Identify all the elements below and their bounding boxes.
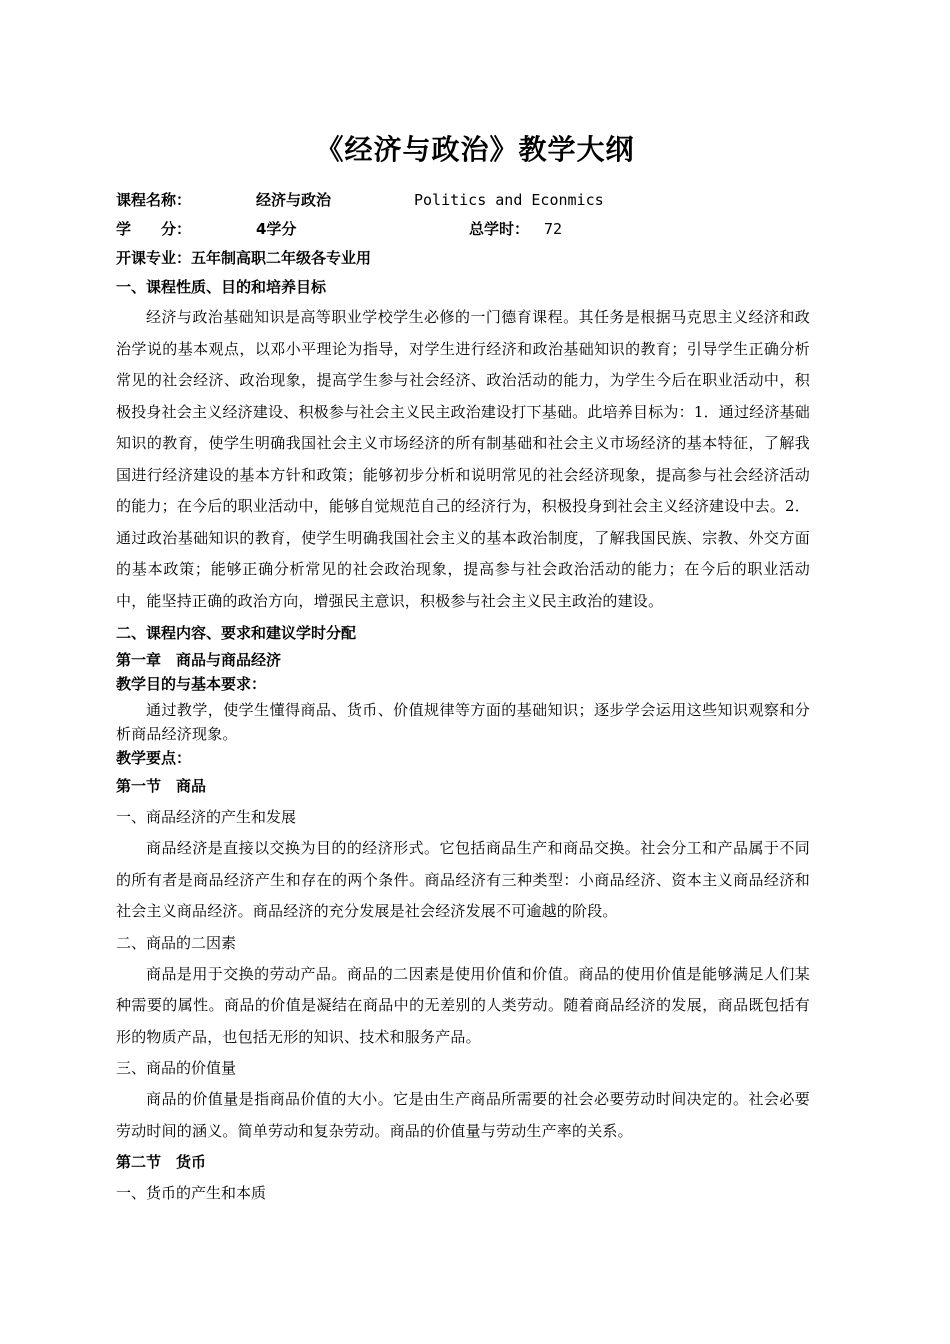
goods-text-3: 商品的价值量是指商品价值的大小。它是由生产商品所需要的社会必要劳动时间决定的。社会必要劳动时间的涵义。简单劳动和复杂劳动。商品的价值量与劳动生产率的关系。 (116, 1090, 810, 1140)
total-hours-value: 72 (544, 220, 563, 238)
section-goods-title: 第一节 商品 (116, 777, 207, 795)
money-subheading-1: 一、货币的产生和本质 (116, 1184, 267, 1202)
course-name-label: 课程名称： (116, 191, 192, 209)
course-name-english: Politics and Econmics (414, 191, 604, 209)
chapter-title: 第一章 商品与商品经济 (116, 651, 282, 669)
goods-subheading-1: 一、商品经济的产生和发展 (116, 808, 297, 826)
credit-row (116, 215, 810, 244)
credit-value: 4学分 (256, 220, 297, 238)
total-hours-label: 总学时： (469, 220, 530, 238)
section-1-heading: 一、课程性质、目的和培养目标 (116, 278, 327, 296)
goods-subheading-2: 二、商品的二因素 (116, 933, 237, 952)
course-name-value: 经济与政治 (256, 191, 332, 209)
section-1-paragraph: 经济与政治基础知识是高等职业学校学生必修的一门德育课程。其任务是根据马克思主义经济和政治学说的基本观点，以邓小平理论为指导，对学生进行经济和政治基础知识的教育；引导学生正确分析常见的社会经济、政治现象，提高学生参与社会经济、政治活动的能力，为学生今后在职业活动中，积极投身社会主义经济建设、积极参与社会主义民主政治建设打下基础。此培养目标为：1．通过经济基础知识的教育，使学生明确我国社会主义市场经济的所有制基础和社会主义市场经济的基本特征，了解我国进行经济建设的基本方针和政策；能够初步分析和说明常见的社会经济现象，提高参与社会经济活动的能力；在今后的职业活动中，能够自觉规范自己的经济行为，积极投身到社会主义经济建设中去。2．通过政治基础知识的教育，使学生明确我国社会主义的基本政治制度，了解我国民族、宗教、外交方面的基本政策；能够正确分析常见的社会政治现象，提高参与社会政治活动的能力；在今后的职业活动中，能坚持正确的政治方向，增强民主意识，积极参与社会主义民主政治的建设。 (116, 308, 810, 610)
credit-label: 学 分： (116, 220, 192, 238)
document-title: 《经济与政治》教学大纲 (315, 133, 635, 166)
goods-subheading-3: 三、商品的价值量 (116, 1059, 237, 1077)
goal-heading: 教学目的与基本要求： (116, 675, 267, 693)
goods-text-1: 商品经济是直接以交换为目的的经济形式。它包括商品生产和商品交换。社会分工和产品属于不同的所有者是商品经济产生和存在的两个条件。商品经济有三种类型：小商品经济、资本主义商品经济和社会主义商品经济。商品经济的充分发展是社会经济发展不可逾越的阶段。 (116, 839, 810, 920)
points-heading: 教学要点： (116, 749, 192, 767)
major-row (116, 244, 810, 273)
goods-text-2: 商品是用于交换的劳动产品。商品的二因素是使用价值和价值。商品的使用价值是能够满足人们某种需要的属性。商品的价值是凝结在商品中的无差别的人类劳动。随着商品经济的发展，商品既包括有形的物质产品，也包括无形的知识、技术和服务产品。 (116, 964, 810, 1046)
section-2-heading: 二、课程内容、要求和建议学时分配 (116, 624, 357, 642)
section-money-title: 第二节 货币 (116, 1153, 207, 1171)
course-name-row (116, 186, 810, 215)
major-line: 开课专业：五年制高职二年级各专业用 (116, 249, 372, 267)
goal-text: 通过教学，使学生懂得商品、货币、价值规律等方面的基础知识；逐步学会运用这些知识观察和分析商品经济现象。 (116, 701, 810, 743)
